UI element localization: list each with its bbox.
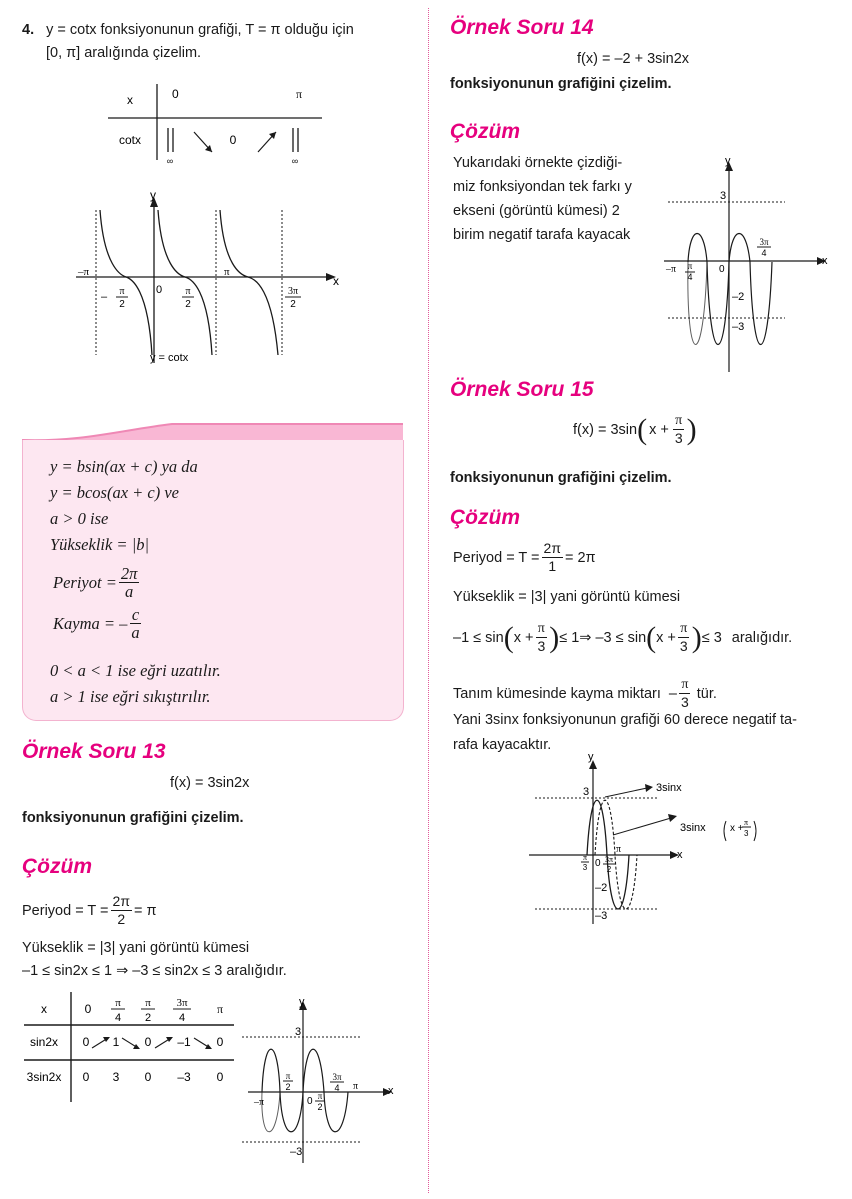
ex15-graph-three: 3 xyxy=(583,786,590,798)
ex15-graph-x: x xyxy=(677,849,683,861)
ex14-graph-zero: 0 xyxy=(719,264,725,275)
ex15-tanim xyxy=(453,676,717,711)
ex15-ineq-frac-2 xyxy=(678,620,690,655)
problem-4-line2: [0, π] aralığında çizelim. xyxy=(46,45,202,61)
periyot-fraction xyxy=(119,565,140,600)
ex13-3sin2x-v3: –3 xyxy=(177,1070,191,1084)
ex13-periyod-num: 2π xyxy=(112,893,130,909)
cot-graph-pos-half-pi-den: 2 xyxy=(185,299,191,310)
ex14-graph-pi4-den: 4 xyxy=(687,272,693,282)
ex15-solution-heading: Çözüm xyxy=(450,506,520,529)
ex14-heading: Örnek Soru 14 xyxy=(450,16,594,39)
ex15-ineq-paren-2: ) xyxy=(549,620,560,654)
cot-graph-pi: π xyxy=(224,266,230,278)
ex13-task: fonksiyonunun grafiğini çizelim. xyxy=(22,810,244,826)
ex14-graph-3pi4-num: 3π xyxy=(759,237,769,247)
problem-4-text: y = cotx fonksiyonunun grafiği, T = π olduğu için xyxy=(46,22,354,38)
ex15-yani-1: Yani 3sinx fonksiyonunun grafiği 60 derece negatif ta- xyxy=(453,712,797,728)
kayma-den: a xyxy=(131,623,140,642)
ex15-task: fonksiyonunun grafiğini çizelim. xyxy=(450,470,672,486)
ex13-sin2x-v4: 0 xyxy=(216,1035,224,1049)
ex15-ineq-x1: x + xyxy=(513,629,534,646)
periyot-den: a xyxy=(124,582,134,601)
ex14-graph-three: 3 xyxy=(720,190,727,202)
periyot-num: 2π xyxy=(120,564,138,583)
ex15-ineq-frac2-den: 3 xyxy=(679,638,688,654)
ex13-graph-3pi4-num: 3π xyxy=(332,1072,342,1082)
cot-table-zero: 0 xyxy=(172,87,179,101)
kayma-num: c xyxy=(131,605,140,624)
ex15-graph-neg-three: –3 xyxy=(595,910,608,922)
ex15-tanim-a: Tanım kümesinde kayma miktarı xyxy=(453,685,661,702)
ex15-ineq-frac1-den: 3 xyxy=(537,638,546,654)
ex13-3sin2x-v4: 0 xyxy=(216,1070,224,1084)
ex15-tanim-frac-den: 3 xyxy=(680,694,689,710)
problem-number: 4. xyxy=(22,22,35,38)
ex13-graph-3pi4-den: 4 xyxy=(334,1083,340,1093)
ex14-task: fonksiyonunun grafiğini çizelim. xyxy=(450,76,672,92)
ex14-graph-neg-pi: –π xyxy=(666,264,677,275)
cot-graph-three-pi: 3π xyxy=(287,286,299,297)
ex15-tanim-frac-num: π xyxy=(681,677,689,692)
ex13-sin2x-v0: 0 xyxy=(82,1035,90,1049)
ex15-yani-2: rafa kayacaktır. xyxy=(453,737,552,753)
ex14-graph-pi4-num: π xyxy=(687,261,693,271)
ex15-func-fraction xyxy=(673,412,685,447)
ex15-tanim-b: tür. xyxy=(696,685,717,702)
ex15-periyod-label: Periyod = T = xyxy=(453,549,540,566)
column-divider xyxy=(428,8,429,1193)
ex13-solution-heading: Çözüm xyxy=(22,855,92,878)
ex15-ineq-c: ≤ 3 xyxy=(701,629,722,646)
ex15-graph-neg-two: –2 xyxy=(595,882,608,894)
kayma-fraction xyxy=(129,606,141,641)
box-line-7: 0 < a < 1 ise eğri uzatılır. xyxy=(50,661,221,680)
ex14-text-2: miz fonksiyondan tek farkı y xyxy=(453,179,632,195)
box-line-8: a > 1 ise eğri sıkıştırılır. xyxy=(50,687,211,706)
ex15-ineq-b: ≤ 1⇒ –3 ≤ sin xyxy=(559,629,647,646)
ex14-text-3: ekseni (görüntü kümesi) 2 xyxy=(453,203,620,219)
cot-graph-neg-pi: –π xyxy=(78,266,90,278)
cot-table-x: x xyxy=(127,93,133,107)
ex13-table-pi4-den: 4 xyxy=(114,1012,122,1024)
ex15-graph-y: y xyxy=(588,752,594,763)
ex14-graph-neg-three: –3 xyxy=(732,321,745,333)
ex13-graph-neg-half-num: π xyxy=(285,1071,291,1081)
cot-table-inf1: ∞ xyxy=(166,156,174,166)
ex13-periyod xyxy=(22,893,157,928)
ex15-graph-label-pi: π xyxy=(744,818,749,827)
ex15-ineq-paren-3: ( xyxy=(646,620,657,654)
ex14-func: f(x) = –2 + 3sin2x xyxy=(577,51,690,67)
ex13-graph-y: y xyxy=(299,996,305,1008)
ex14-solution-heading: Çözüm xyxy=(450,120,520,143)
ex13-graph-half-den: 2 xyxy=(317,1102,323,1112)
ex15-func-close-paren: ) xyxy=(686,412,697,446)
cot-table-pi: π xyxy=(296,87,303,101)
ex13-table-pi4-num: π xyxy=(115,997,121,1009)
ex13-graph-pi: π xyxy=(353,1081,359,1092)
box-line-4: Yükseklik = |b| xyxy=(50,535,150,554)
ex13-3sin2x-v0: 0 xyxy=(82,1070,90,1084)
ex13-range: –1 ≤ sin2x ≤ 1 ⇒ –3 ≤ sin2x ≤ 3 aralığıdır. xyxy=(22,963,287,979)
ex15-ineq-frac-1 xyxy=(535,620,547,655)
ex15-ineq-a: –1 ≤ sin xyxy=(453,629,504,646)
ex15-periyod-fraction xyxy=(542,540,563,575)
ex14-text-4: birim negatif tarafa kayacak xyxy=(453,227,631,243)
ex13-graph-neg-three: –3 xyxy=(290,1146,303,1158)
cot-graph-zero: 0 xyxy=(156,284,163,296)
box-kayma xyxy=(53,606,144,641)
ex13-table-3pi4-den: 4 xyxy=(178,1012,186,1024)
cot-graph xyxy=(70,185,350,370)
ex15-func xyxy=(573,412,697,447)
cot-graph-half-pi-num: π xyxy=(119,286,125,297)
ex15-func-frac-num: π xyxy=(675,413,683,428)
box-line-1: y = bsin(ax + c) ya da xyxy=(50,457,198,476)
ex14-graph-y: y xyxy=(725,155,731,167)
ex13-yukseklik: Yükseklik = |3| yani görüntü kümesi xyxy=(22,940,250,956)
cot-table-cotx: cotx xyxy=(118,133,142,147)
box-line-2: y = bcos(ax + c) ve xyxy=(50,483,179,502)
ex13-table-pi: π xyxy=(216,1002,224,1016)
ex15-func-x: x + xyxy=(649,421,669,438)
box-periyot xyxy=(53,565,141,600)
ex15-graph-label-shifted: 3sinx xyxy=(680,822,706,834)
ex15-shifted-sine-graph xyxy=(525,752,765,927)
ex13-graph-half-num: π xyxy=(317,1091,323,1101)
ex13-table-zero: 0 xyxy=(84,1002,92,1016)
ex13-func: f(x) = 3sin2x xyxy=(170,775,250,791)
cot-graph-half-pi-den: 2 xyxy=(119,299,125,310)
ex14-sine-graph xyxy=(660,152,840,377)
ex13-sin2x-v2: 0 xyxy=(144,1035,152,1049)
ex15-periyod-result: = 2π xyxy=(564,549,596,566)
ex13-periyod-fraction xyxy=(111,893,132,928)
ex13-graph-three: 3 xyxy=(295,1026,302,1038)
ex13-sin2x-v3: –1 xyxy=(177,1035,191,1049)
ex13-table-3sin2x-label: 3sin2x xyxy=(26,1070,62,1084)
ex13-sin2x-v1: 1 xyxy=(112,1035,120,1049)
ex13-table-x: x xyxy=(41,1002,47,1016)
ex13-periyod-den: 2 xyxy=(117,911,126,927)
ex13-graph-neg-pi: –π xyxy=(254,1097,265,1108)
periyot-label: Periyot = xyxy=(53,572,117,592)
ex15-periyod-den: 1 xyxy=(548,558,557,574)
ex15-periyod-num: 2π xyxy=(543,540,561,556)
cot-graph-caption: y = cotx xyxy=(150,352,189,364)
ex15-periyod xyxy=(453,540,596,575)
ex15-ineq-frac2-num: π xyxy=(680,621,688,636)
cot-table-mid: 0 xyxy=(229,133,237,147)
ex15-tanim-sign: – xyxy=(668,685,677,702)
ex15-func-open-paren: ( xyxy=(637,412,648,446)
ex13-graph-neg-half-den: 2 xyxy=(285,1082,291,1092)
cot-graph-pos-half-pi-num: π xyxy=(185,286,191,297)
ex13-graph-x: x xyxy=(388,1085,394,1097)
ex15-ineq-tail: aralığıdır. xyxy=(731,629,793,646)
ex15-graph-3pi2-den: 2 xyxy=(606,865,612,874)
ex15-graph-label-x: x + xyxy=(730,823,744,834)
ex15-inequality xyxy=(453,620,792,655)
ex15-graph-label-3sinx: 3sinx xyxy=(656,782,682,794)
ex14-graph-neg-two: –2 xyxy=(732,291,745,303)
ex14-text-1: Yukarıdaki örnekte çizdiği- xyxy=(453,155,623,171)
ex15-func-prefix: f(x) = 3sin xyxy=(573,421,638,438)
ex15-yukseklik: Yükseklik = |3| yani görüntü kümesi xyxy=(453,589,681,605)
ex15-tanim-fraction xyxy=(679,676,691,711)
cot-table-inf2: ∞ xyxy=(291,156,299,166)
ex13-periyod-label: Periyod = T = xyxy=(22,902,109,919)
ex15-ineq-paren-1: ( xyxy=(503,620,514,654)
cot-graph-y: y xyxy=(150,188,156,202)
box-line-3: a > 0 ise xyxy=(50,509,109,528)
ex15-graph-neg-pi3-den: 3 xyxy=(582,863,588,872)
ex13-sine-graph xyxy=(240,995,405,1170)
ex13-table-3pi4-num: 3π xyxy=(176,997,188,1009)
ex13-table-pi2-num: π xyxy=(145,997,151,1009)
cot-graph-neg-sign: – xyxy=(101,291,108,303)
ex14-graph-x: x xyxy=(822,255,828,267)
ex15-graph-label-three: 3 xyxy=(744,829,749,838)
ex15-func-frac-den: 3 xyxy=(674,430,683,446)
ex13-graph-zero: 0 xyxy=(307,1096,313,1107)
cot-variation-table xyxy=(100,80,330,170)
ex15-ineq-paren-4: ) xyxy=(691,620,702,654)
ex15-ineq-x2: x + xyxy=(656,629,676,646)
ex15-ineq-frac1-num: π xyxy=(537,621,545,636)
ex13-heading: Örnek Soru 13 xyxy=(22,740,166,763)
ex14-graph-3pi4-den: 4 xyxy=(761,248,767,258)
ex13-periyod-result: = π xyxy=(133,902,157,919)
cot-graph-x: x xyxy=(333,274,339,288)
ex15-graph-pi: π xyxy=(616,844,622,855)
cot-graph-three-pi-den: 2 xyxy=(290,299,296,310)
kayma-label: Kayma = – xyxy=(53,613,128,633)
ex15-heading: Örnek Soru 15 xyxy=(450,378,594,401)
ex13-value-table xyxy=(22,988,237,1108)
ex15-graph-neg-pi3-num: π xyxy=(582,853,588,862)
ex15-graph-zero: 0 xyxy=(595,858,601,869)
ex13-table-pi2-den: 2 xyxy=(144,1012,152,1024)
ex13-table-sin2x-label: sin2x xyxy=(29,1035,59,1049)
ex13-3sin2x-v1: 3 xyxy=(112,1070,120,1084)
problem-4-line1 xyxy=(22,20,354,40)
ex15-graph-3pi2-num: 3π xyxy=(604,855,614,864)
ex13-3sin2x-v2: 0 xyxy=(144,1070,152,1084)
